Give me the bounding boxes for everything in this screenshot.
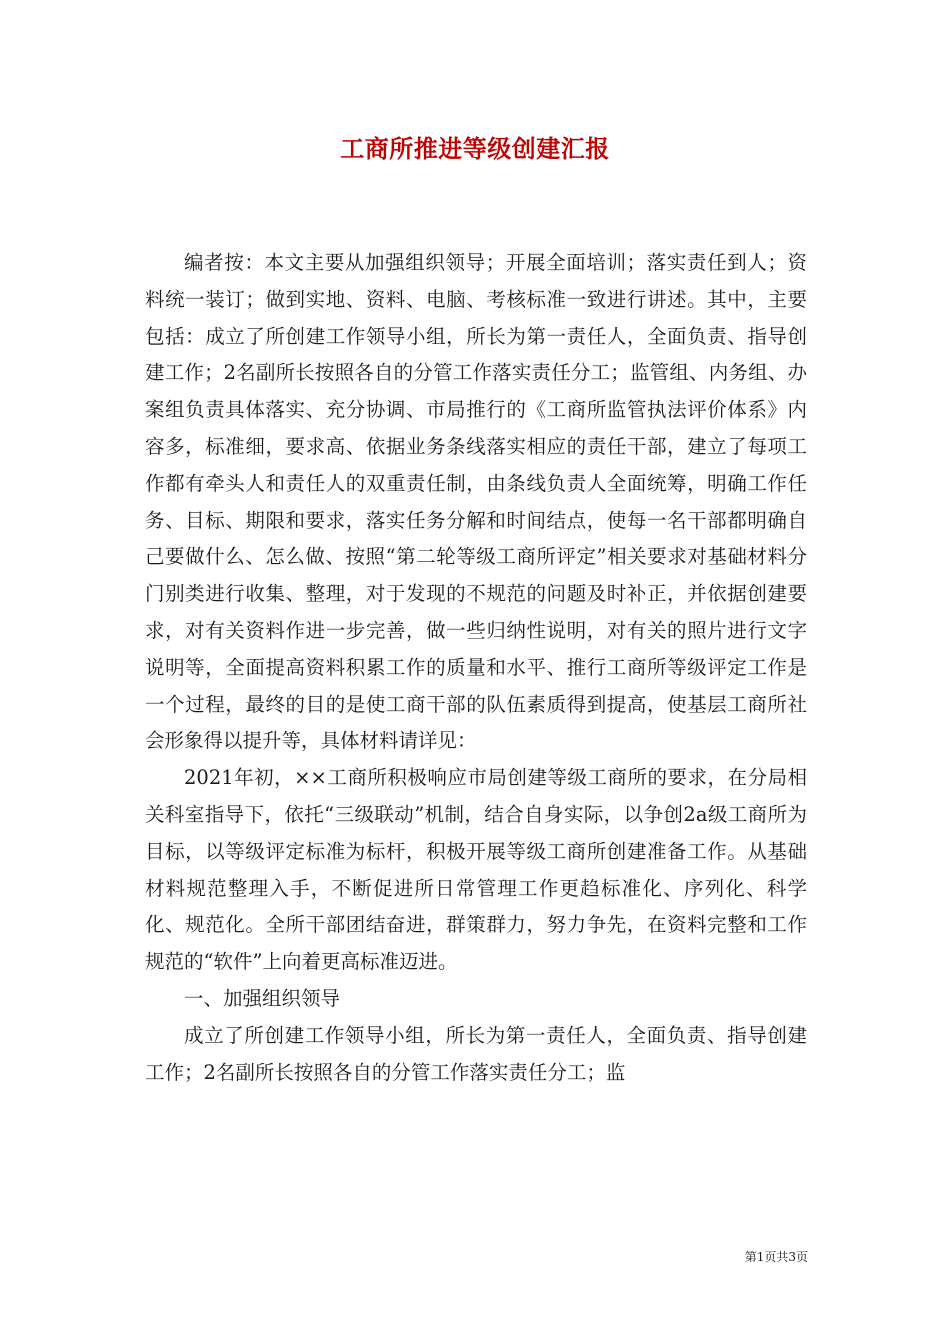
intro-paragraph: 2021年初，××工商所积极响应市局创建等级工商所的要求，在分局相关科室指导下，依托“三级联动”机制，结合自身实际，以争创2a级工商所为目标，以等级评定标准为标杆，积极开展等级工商所创建准备工作。从基础材料规范整理入手，不断促进所日常管理工作更趋标准化、序列化、科学化、规范化。全所干部团结奋进，群策群力，努力争先，在资料完整和工作规范的“软件”上向着更高标准迈进。 [145, 766, 807, 974]
editor-note-paragraph: 编者按：本文主要从加强组织领导；开展全面培训；落实责任到人；资料统一装订；做到实地、资料、电脑、考核标准一致进行讲述。其中，主要包括：成立了所创建工作领导小组，所长为第一责任人，全面负责、指导创建工作；2名副所长按照各自的分管工作落实责任分工；监管组、内务组、办案组负责具体落实、充分协调、市局推行的《工商所监管执法评价体系》内容多，标准细，要求高、依据业务条线落实相应的责任干部，建立了每项工作都有牵头人和责任人的双重责任制，由条线负责人全面统筹，明确工作任务、目标、期限和要求，落实任务分解和时间结点，使每一名干部都明确自己要做什么、怎么做、按照“第二轮等级工商所评定”相关要求对基础材料分门别类进行收集、整理，对于发现的不规范的问题及时补正，并依据创建要求，对有关资料作进一步完善，做一些归纳性说明，对有关的照片进行文字说明等，全面提高资料积累工作的质量和水平、推行工商所等级评定工作是一个过程，最终的目的是使工商干部的队伍素质得到提高，使基层工商所社会形象得以提升等，具体材料请详见： [145, 251, 807, 753]
section-paragraph: 成立了所创建工作领导小组，所长为第一责任人，全面负责、指导创建工作；2名副所长按照各自的分管工作落实责任分工；监 [145, 1023, 807, 1084]
document-title: 工商所推进等级创建汇报 [340, 134, 610, 163]
document-body [145, 245, 807, 1091]
page-number: 第1页共3页 [744, 1250, 808, 1264]
section-heading: 一、加强组织领导 [184, 986, 341, 1010]
